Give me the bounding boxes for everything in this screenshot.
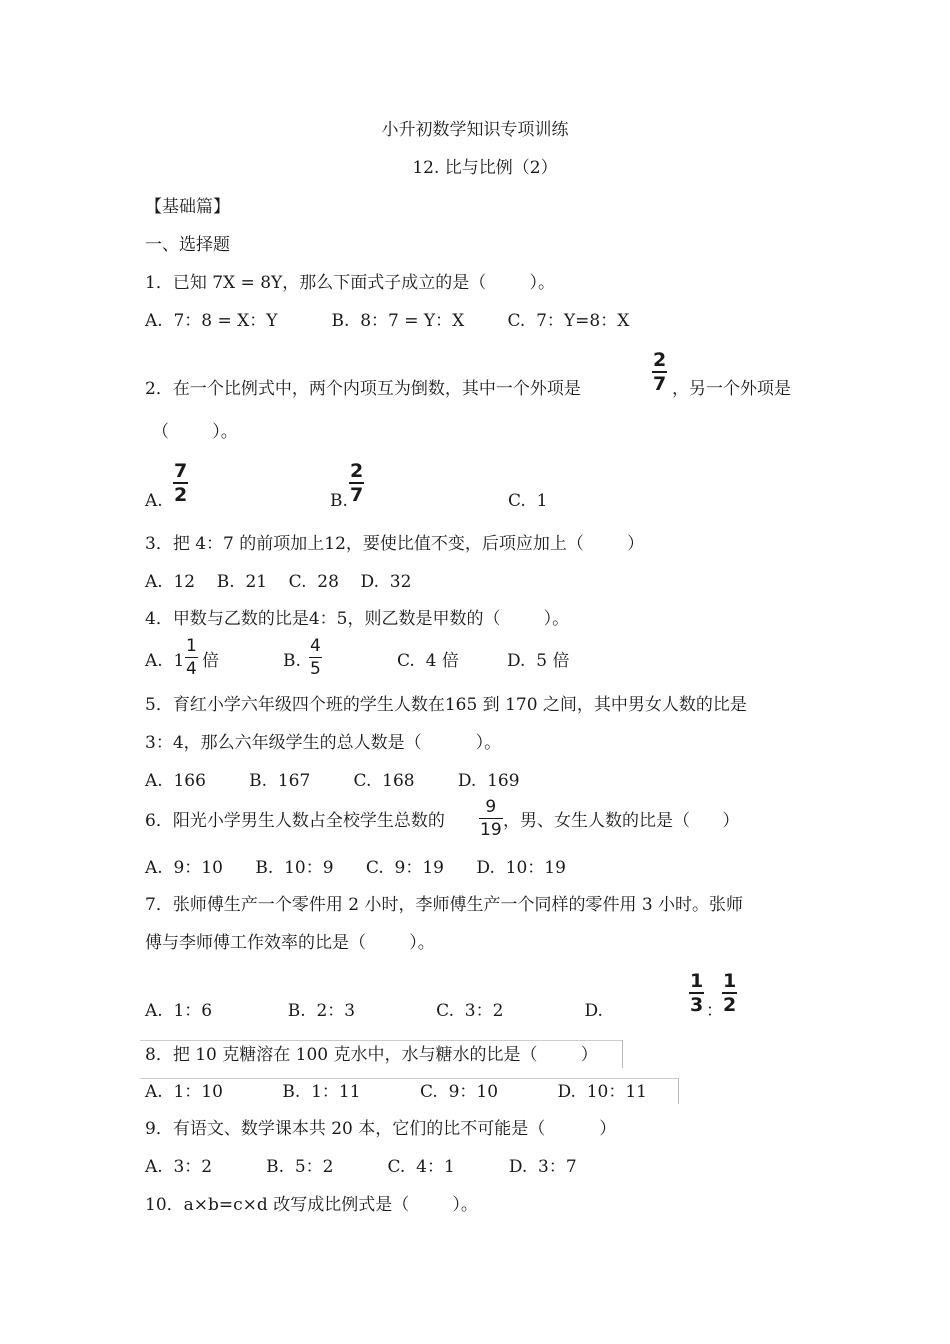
question-6-fraction [479, 797, 503, 840]
question-5-line2: 3：4，那么六年级学生的总人数是（ ）。 [145, 733, 502, 753]
question-7-options: A. 1：6 B. 2：3 C. 3：2 D. [145, 1001, 603, 1021]
question-4-option-d: D. 5 倍 [507, 651, 570, 671]
fraction-denominator: 7 [653, 373, 667, 395]
fraction-numerator: 1 [186, 636, 197, 656]
section-heading: 【基础篇】 [145, 197, 230, 217]
fraction-denominator: 5 [310, 659, 321, 679]
fraction-denominator: 2 [723, 994, 737, 1016]
question-7-option-d-fraction-1 [689, 971, 704, 1015]
question-9: 9．有语文、数学课本共 20 本，它们的比不可能是（ ） [145, 1119, 617, 1139]
question-2-option-b-fraction [349, 461, 364, 505]
question-4-option-b-fraction [309, 636, 322, 679]
worksheet-title: 小升初数学知识专项训练 [381, 120, 569, 140]
question-4-option-a-unit: 倍 [202, 651, 219, 671]
fraction-bar [479, 818, 503, 819]
fraction-bar [185, 657, 198, 658]
question-7-option-d-fraction-2 [722, 971, 737, 1015]
question-1-options: A. 7：8 = X：Y B. 8：7 = Y：X C. 7：Y=8：X [145, 311, 630, 331]
question-8-options: A. 1：10 B. 1：11 C. 9：10 D. 10：11 [145, 1082, 647, 1102]
question-1: 1．已知 7X = 8Y，那么下面式子成立的是（ ）。 [145, 273, 555, 293]
question-6: 6．阳光小学男生人数占全校学生总数的 [145, 811, 445, 831]
question-10: 10．a×b=c×d 改写成比例式是（ ）。 [145, 1195, 478, 1215]
fraction-denominator: 19 [480, 820, 502, 840]
question-6-options: A. 9：10 B. 10：9 C. 9：19 D. 10：19 [145, 858, 566, 878]
fraction-numerator: 4 [310, 636, 321, 656]
part-heading: 一、选择题 [145, 235, 230, 255]
fraction-numerator: 2 [653, 349, 667, 371]
worksheet-subtitle: 12. 比与比例（2） [412, 158, 558, 178]
question-5: 5．育红小学六年级四个班的学生人数在165 到 170 之间，其中男女人数的比是 [145, 695, 747, 715]
question-4-option-a-fraction [185, 636, 198, 679]
question-6-continued: ，男、女生人数的比是（ ） [503, 811, 740, 831]
question-4-option-b-label: B. [283, 651, 301, 671]
fraction-denominator: 7 [350, 484, 364, 506]
question-2: 2．在一个比例式中，两个内项互为倒数，其中一个外项是 [145, 379, 581, 399]
question-2-fraction [652, 350, 667, 394]
question-2-option-a-fraction [173, 461, 188, 505]
fraction-numerator: 7 [174, 460, 188, 482]
question-2-option-a-label: A. [145, 491, 163, 511]
fraction-numerator: 1 [723, 970, 737, 992]
question-8-options-frame-right [678, 1078, 679, 1104]
question-8-frame-top [140, 1040, 623, 1041]
question-4-option-a-label: A. 1 [145, 651, 185, 671]
question-2-option-c: C. 1 [508, 491, 548, 511]
fraction-denominator: 3 [690, 994, 704, 1016]
fraction-numerator: 9 [485, 797, 497, 817]
question-7-line2: 傅与李师傅工作效率的比是（ ）。 [145, 933, 435, 953]
question-3: 3．把 4：7 的前项加上12，要使比值不变，后项应加上（ ） [145, 534, 645, 554]
question-3-options: A. 12 B. 21 C. 28 D. 32 [145, 572, 412, 592]
fraction-numerator: 1 [690, 970, 704, 992]
question-5-options: A. 166 B. 167 C. 168 D. 169 [145, 771, 520, 791]
question-9-options: A. 3：2 B. 5：2 C. 4：1 D. 3：7 [145, 1157, 577, 1177]
question-4-option-c: C. 4 倍 [397, 651, 459, 671]
question-2-continued: ，另一个外项是 [672, 379, 791, 399]
fraction-denominator: 2 [174, 484, 188, 506]
question-8: 8．把 10 克糖溶在 100 克水中，水与糖水的比是（ ） [145, 1045, 598, 1065]
fraction-bar [309, 657, 322, 658]
fraction-denominator: 4 [186, 659, 197, 679]
question-2-line2: （ ）。 [152, 422, 238, 442]
question-7: 7．张师傅生产一个零件用 2 小时，李师傅生产一个同样的零件用 3 小时。张师 [145, 895, 744, 915]
question-8-options-frame-top [140, 1078, 678, 1079]
question-2-option-b-label: B. [330, 491, 348, 511]
question-8-frame-right [622, 1040, 623, 1068]
question-4: 4．甲数与乙数的比是4：5，则乙数是甲数的（ ）。 [145, 609, 570, 629]
question-7-option-d-separator: ： [706, 1001, 723, 1021]
fraction-numerator: 2 [350, 460, 364, 482]
